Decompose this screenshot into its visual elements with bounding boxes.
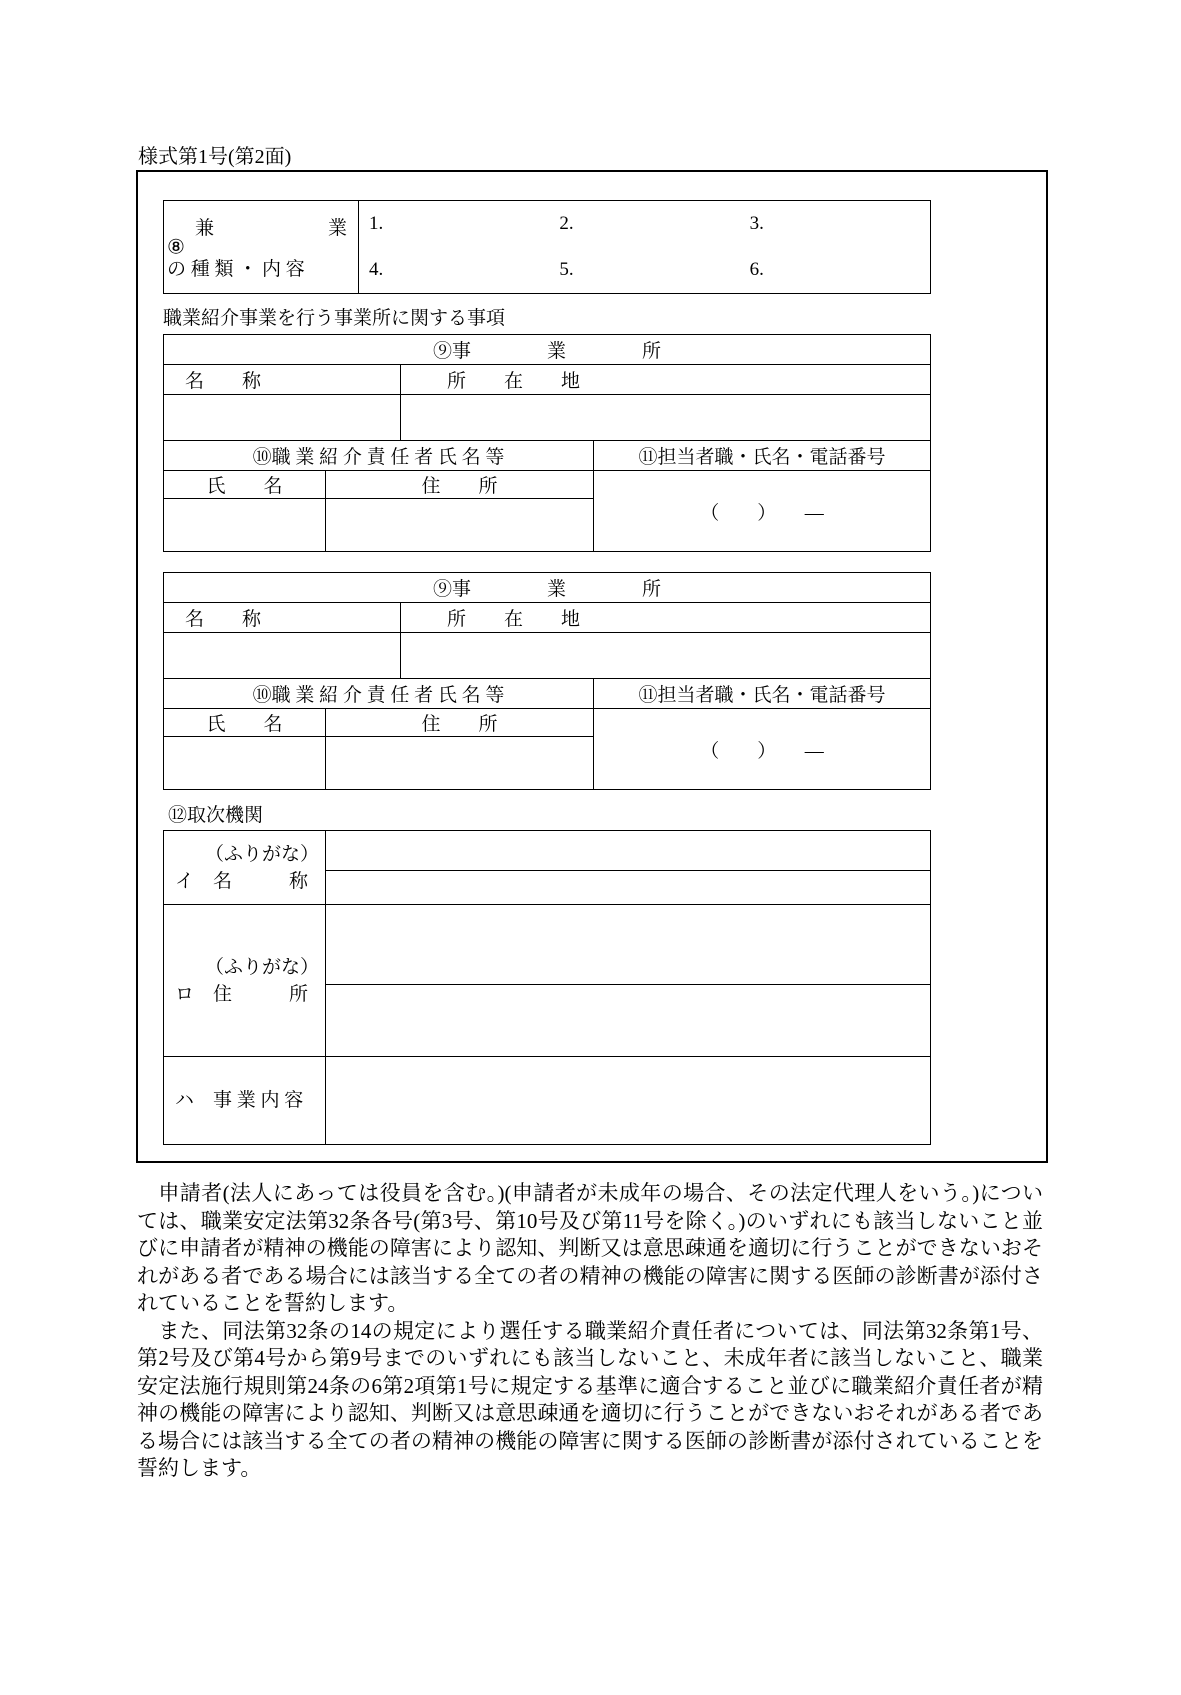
side-business-item-5[interactable]: 5. (559, 258, 574, 280)
agent-table (163, 830, 931, 1145)
office-name-header: 名 称 (164, 365, 401, 395)
side-business-label-cell (164, 201, 359, 294)
office-address-header: 所 在 地 (401, 365, 931, 395)
office-address-input[interactable] (401, 633, 931, 679)
contact-header: ⑪担当者職・氏名・電話番号 (594, 679, 931, 709)
agent-name-furigana-label: （ふりがな） (205, 843, 320, 865)
manager-header: ⑩職 業 紹 介 責 任 者 氏 名 等 (164, 679, 594, 709)
office-table-1 (163, 334, 931, 552)
manager-name-input[interactable] (164, 737, 326, 790)
agent-name-input[interactable] (326, 871, 931, 905)
agent-business-input[interactable] (326, 1057, 931, 1145)
form-style-label: 様式第1号(第2面) (138, 146, 292, 168)
contact-header: ⑪担当者職・氏名・電話番号 (594, 441, 931, 471)
agent-name-label: イ 名 称 (175, 870, 309, 892)
side-business-table (163, 200, 931, 294)
side-business-item-4[interactable]: 4. (369, 258, 384, 280)
office-section-heading: 職業紹介事業を行う事業所に関する事項 (163, 308, 506, 329)
declaration-text (137, 1180, 1043, 1483)
manager-address-header: 住 所 (326, 471, 594, 499)
office-name-input[interactable] (164, 395, 401, 441)
agent-address-furigana-input[interactable] (326, 905, 931, 985)
agent-section-label: ⑫取次機関 (168, 805, 264, 826)
office-address-input[interactable] (401, 395, 931, 441)
contact-phone-input[interactable]: （ ） ― (594, 471, 931, 552)
side-business-item-3[interactable]: 3. (749, 213, 764, 235)
agent-address-input[interactable] (326, 985, 931, 1057)
office-name-input[interactable] (164, 633, 401, 679)
office-table-2 (163, 572, 931, 790)
manager-name-header: 氏 名 (164, 709, 326, 737)
office-title: ⑨事 業 所 (164, 573, 931, 603)
declaration-paragraph-2: また、同法第32条の14の規定により選任する職業紹介責任者については、同法第32条第1号、第2号及び第4号から第9号までのいずれにも該当しないこと、未成年者に該当しないこと、職業安定法施行規則第24条の6第2項第1号に規定する基準に適合すること並びに職業紹介責任者が精神の機能の障害により認知、判断又は意思疎通を適切に行うことができないおそれがある者である場合には該当する全ての者の精神の機能の障害に関する医師の診断書が添付されていることを誓約します。 (137, 1318, 1043, 1480)
contact-phone-input[interactable]: （ ） ― (594, 709, 931, 790)
office-title: ⑨事 業 所 (164, 335, 931, 365)
manager-address-header: 住 所 (326, 709, 594, 737)
agent-business-label: ハ 事 業 内 容 (175, 1090, 304, 1111)
agent-address-furigana-label: （ふりがな） (205, 956, 320, 978)
agent-business-label-cell (164, 1057, 326, 1145)
form-border-box (136, 170, 1048, 1163)
manager-name-header: 氏 名 (164, 471, 326, 499)
manager-header: ⑩職 業 紹 介 責 任 者 氏 名 等 (164, 441, 594, 471)
declaration-paragraph-1: 申請者(法人にあっては役員を含む。)(申請者が未成年の場合、その法定代理人をいう。)については、職業安定法第32条各号(第3号、第10号及び第11号を除く。)のいずれにも該当しないこと並びに申請者が精神の機能の障害により認知、判断又は意思疎通を適切に行うことができないおそれがある者である場合には該当する全ての者の精神の機能の障害に関する医師の診断書が添付されていることを誓約します。 (137, 1181, 1043, 1315)
office-name-header: 名 称 (164, 603, 401, 633)
agent-address-label-cell (164, 905, 326, 1057)
side-business-label-line1: 兼 業 (195, 218, 348, 239)
side-business-label-line2: の 種 類 ・ 内 容 (167, 259, 305, 280)
side-business-items-cell (359, 201, 931, 294)
office-address-header: 所 在 地 (401, 603, 931, 633)
manager-name-input[interactable] (164, 499, 326, 552)
agent-name-label-cell (164, 831, 326, 905)
item8-circled-number: ⑧ (167, 236, 185, 259)
side-business-item-1[interactable]: 1. (369, 213, 384, 235)
manager-address-input[interactable] (326, 499, 594, 552)
agent-name-furigana-input[interactable] (326, 831, 931, 871)
agent-address-label: ロ 住 所 (175, 983, 309, 1005)
side-business-item-2[interactable]: 2. (559, 213, 574, 235)
side-business-item-6[interactable]: 6. (749, 258, 764, 280)
manager-address-input[interactable] (326, 737, 594, 790)
